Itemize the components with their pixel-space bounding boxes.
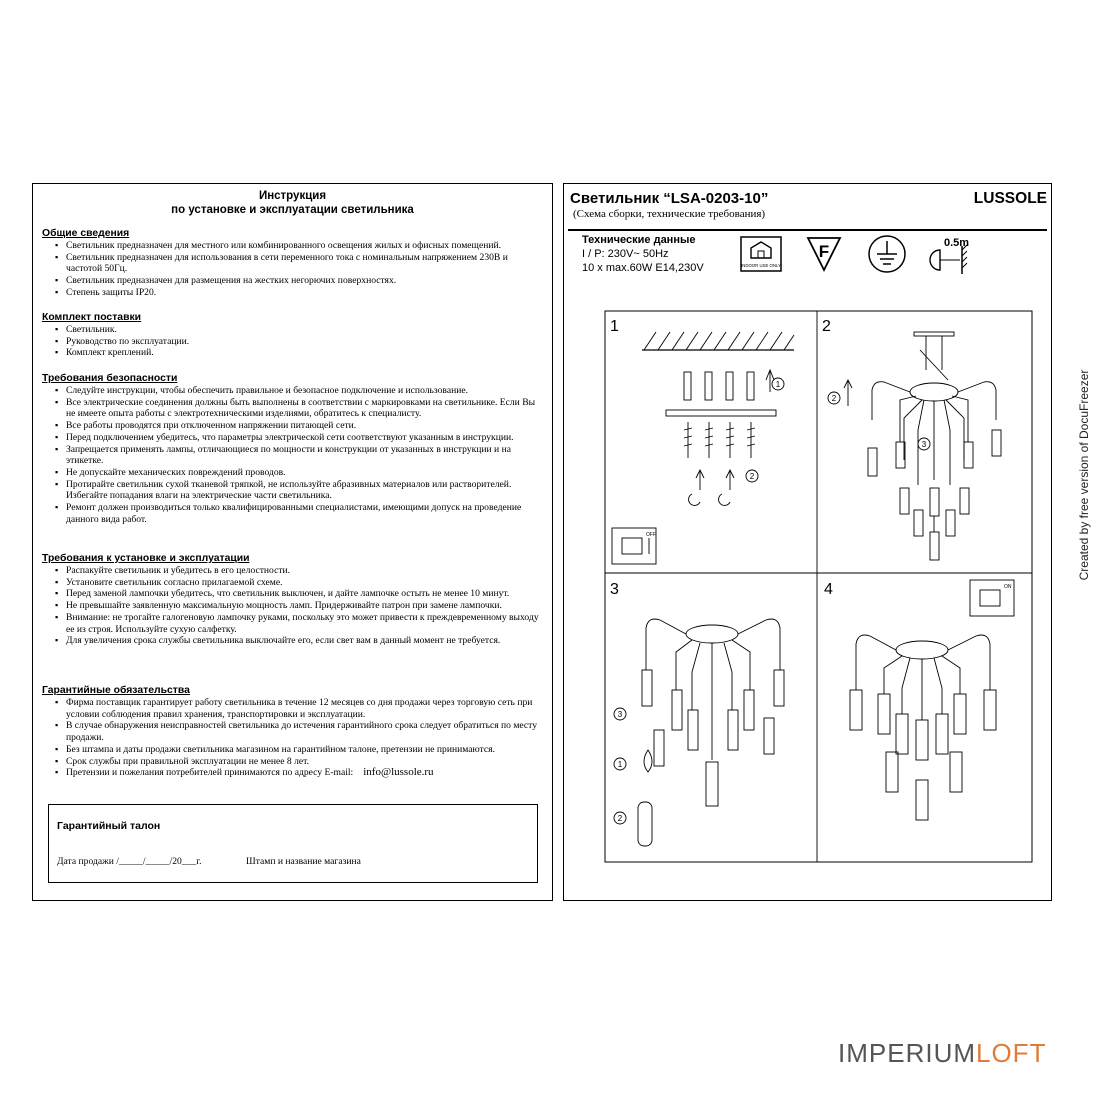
warranty-card bbox=[48, 804, 538, 883]
list-item: ▪ Комплект креплений. bbox=[42, 347, 544, 359]
section-general bbox=[42, 228, 544, 299]
list-item: ▪ Все электрические соединения должны быть выполнены в соответствии с маркировками на светильнике. Если Вы не имеете опыта работы с электротехническими изделиями, обратитесь к специалисту. bbox=[42, 397, 544, 420]
distance-label: 0.5m bbox=[944, 237, 970, 249]
ground-icon bbox=[866, 234, 908, 274]
step-number: 4 bbox=[824, 581, 833, 598]
list-item: ▪ Срок службы при правильной эксплуатации не менее 8 лет. bbox=[42, 756, 544, 768]
section-kit bbox=[42, 312, 544, 359]
list-item: ▪ Протирайте светильник сухой тканевой тряпкой, не используйте абразивных материалов или растворителей. Избегайте попадания влаги на электрические части светильника. bbox=[42, 479, 544, 502]
callout-number: 2 bbox=[749, 472, 755, 481]
callout-number: 1 bbox=[775, 380, 781, 389]
list-item: ▪ В случае обнаружения неисправностей светильника до истечения гарантийного срока следует обратиться по месту продажи. bbox=[42, 720, 544, 743]
indoor-label: INDOOR USE ONLY bbox=[741, 263, 781, 268]
email-link[interactable]: info@lussole.ru bbox=[363, 766, 434, 779]
list-item: ▪ Распакуйте светильник и убедитесь в его целостности. bbox=[42, 565, 544, 577]
lamp-spec: 10 x max.60W E14,230V bbox=[582, 262, 704, 274]
list-item: ▪ Светильник. bbox=[42, 324, 544, 336]
diagram-frame bbox=[605, 311, 1032, 862]
step-1-figure bbox=[612, 332, 794, 564]
instruction-page bbox=[32, 183, 553, 901]
class-f-mark: F bbox=[818, 242, 830, 261]
warranty-card-title: Гарантийный талон bbox=[57, 820, 161, 832]
list-item: ▪ Установите светильник согласно прилагаемой схеме. bbox=[42, 577, 544, 589]
section-heading: Требования к установке и эксплуатации bbox=[42, 553, 250, 564]
tech-data-heading: Технические данные bbox=[582, 234, 696, 246]
section-installation bbox=[42, 553, 544, 647]
section-heading: Гарантийные обязательства bbox=[42, 685, 190, 696]
sale-date-field: Дата продажи /_____/_____/20___г. bbox=[57, 856, 202, 867]
imperiumloft-watermark bbox=[838, 1038, 1046, 1069]
assembly-page bbox=[563, 183, 1052, 901]
list-item: ▪ Для увеличения срока службы светильника выключайте его, если свет вам в данный момент не требуется. bbox=[42, 635, 544, 647]
watermark-main: IMPERIUM bbox=[838, 1038, 976, 1068]
list-item: ▪ Фирма поставщик гарантирует работу светильника в течение 12 месяцев со дня продажи через торговую сеть при условии соблюдения правил хранения, транспортировки и эксплуатации. bbox=[42, 697, 544, 720]
class-f-icon bbox=[806, 236, 842, 272]
indoor-use-icon bbox=[740, 236, 782, 272]
list-item: ▪ Внимание: не трогайте галогеновую лампочку руками, поскольку это может привести к преждевременному выходу ее из строя. Используйте сухую салфетку. bbox=[42, 612, 544, 635]
callout-number: 1 bbox=[617, 760, 623, 769]
list-item: ▪ Светильник предназначен для использования в сети переменного тока с номинальным напряжением 230В и частотой 50Гц. bbox=[42, 252, 544, 275]
callout-number: 2 bbox=[831, 394, 837, 403]
header-divider bbox=[568, 229, 1047, 231]
section-warranty bbox=[42, 685, 544, 779]
section-heading: Комплект поставки bbox=[42, 312, 142, 323]
list-item: ▪ Все работы проводятся при отключенном напряжении питающей сети. bbox=[42, 420, 544, 432]
list-item: ▪ Руководство по эксплуатации. bbox=[42, 336, 544, 348]
list-item: ▪ Без штампа и даты продажи светильника магазином на гарантийном талоне, претензии не принимаются. bbox=[42, 744, 544, 756]
power-input-spec: I / P: 230V~ 50Hz bbox=[582, 248, 669, 260]
list-item: ▪ Светильник предназначен для размещения на жестких негорючих поверхностях. bbox=[42, 275, 544, 287]
page-subtitle: (Схема сборки, технические требования) bbox=[573, 208, 766, 220]
product-title: Светильник “LSA-0203-10” bbox=[570, 190, 769, 207]
step-number: 3 bbox=[610, 581, 619, 598]
step-number: 1 bbox=[610, 318, 619, 335]
callout-number: 3 bbox=[921, 440, 927, 449]
list-item: ▪ Перед заменой лампочки убедитесь, что светильник выключен, и дайте лампочке остыть не менее 10 минут. bbox=[42, 588, 544, 600]
switch-off-label: OFF bbox=[646, 532, 656, 538]
step-3-figure bbox=[614, 619, 784, 846]
list-item: ▪ Перед подключением убедитесь, что параметры электрической сети соответствуют указанным в инструкции. bbox=[42, 432, 544, 444]
list-item: ▪ Не допускайте механических повреждений проводов. bbox=[42, 467, 544, 479]
section-safety bbox=[42, 373, 544, 525]
list-item: ▪ Ремонт должен производиться только квалифицированными специалистами, имеющими допуск на проведение данного вида работ. bbox=[42, 502, 544, 525]
instruction-title: Инструкция bbox=[258, 190, 327, 202]
list-item: ▪ Степень защиты IP20. bbox=[42, 287, 544, 299]
callout-number: 3 bbox=[617, 710, 623, 719]
step-number: 2 bbox=[822, 318, 831, 335]
section-heading: Требования безопасности bbox=[42, 373, 178, 384]
section-heading: Общие сведения bbox=[42, 228, 130, 239]
docufreezer-watermark: Created by free version of DocuFreezer bbox=[1077, 369, 1091, 581]
list-item: ▪ Не превышайте заявленную максимальную мощность ламп. Придерживайте патрон при замене лампочки. bbox=[42, 600, 544, 612]
list-item: ▪ Светильник предназначен для местного или комбинированного освещения жилых и офисных помещений. bbox=[42, 240, 544, 252]
assembly-diagram bbox=[604, 310, 1033, 863]
contact-text: Претензии и пожелания потребителей принимаются по адресу E-mail: bbox=[66, 767, 354, 779]
list-item bbox=[42, 767, 544, 779]
store-stamp-field: Штамп и название магазина bbox=[246, 856, 361, 867]
list-item: ▪ Следуйте инструкции, чтобы обеспечить правильное и безопасное подключение и использование. bbox=[42, 385, 544, 397]
list-item: ▪ Запрещается применять лампы, отличающиеся по мощности и конструкции от указанных в инструкции и на этикетке. bbox=[42, 444, 544, 467]
switch-on-label: ON bbox=[1004, 584, 1012, 590]
step-4-figure bbox=[850, 580, 1014, 820]
min-distance-icon bbox=[926, 232, 970, 276]
instruction-subtitle: по установке и эксплуатации светильника bbox=[171, 204, 414, 216]
watermark-accent: LOFT bbox=[976, 1038, 1047, 1068]
step-2-figure bbox=[828, 332, 1001, 560]
callout-number: 2 bbox=[617, 814, 623, 823]
brand-name: LUSSOLE bbox=[973, 190, 1047, 207]
